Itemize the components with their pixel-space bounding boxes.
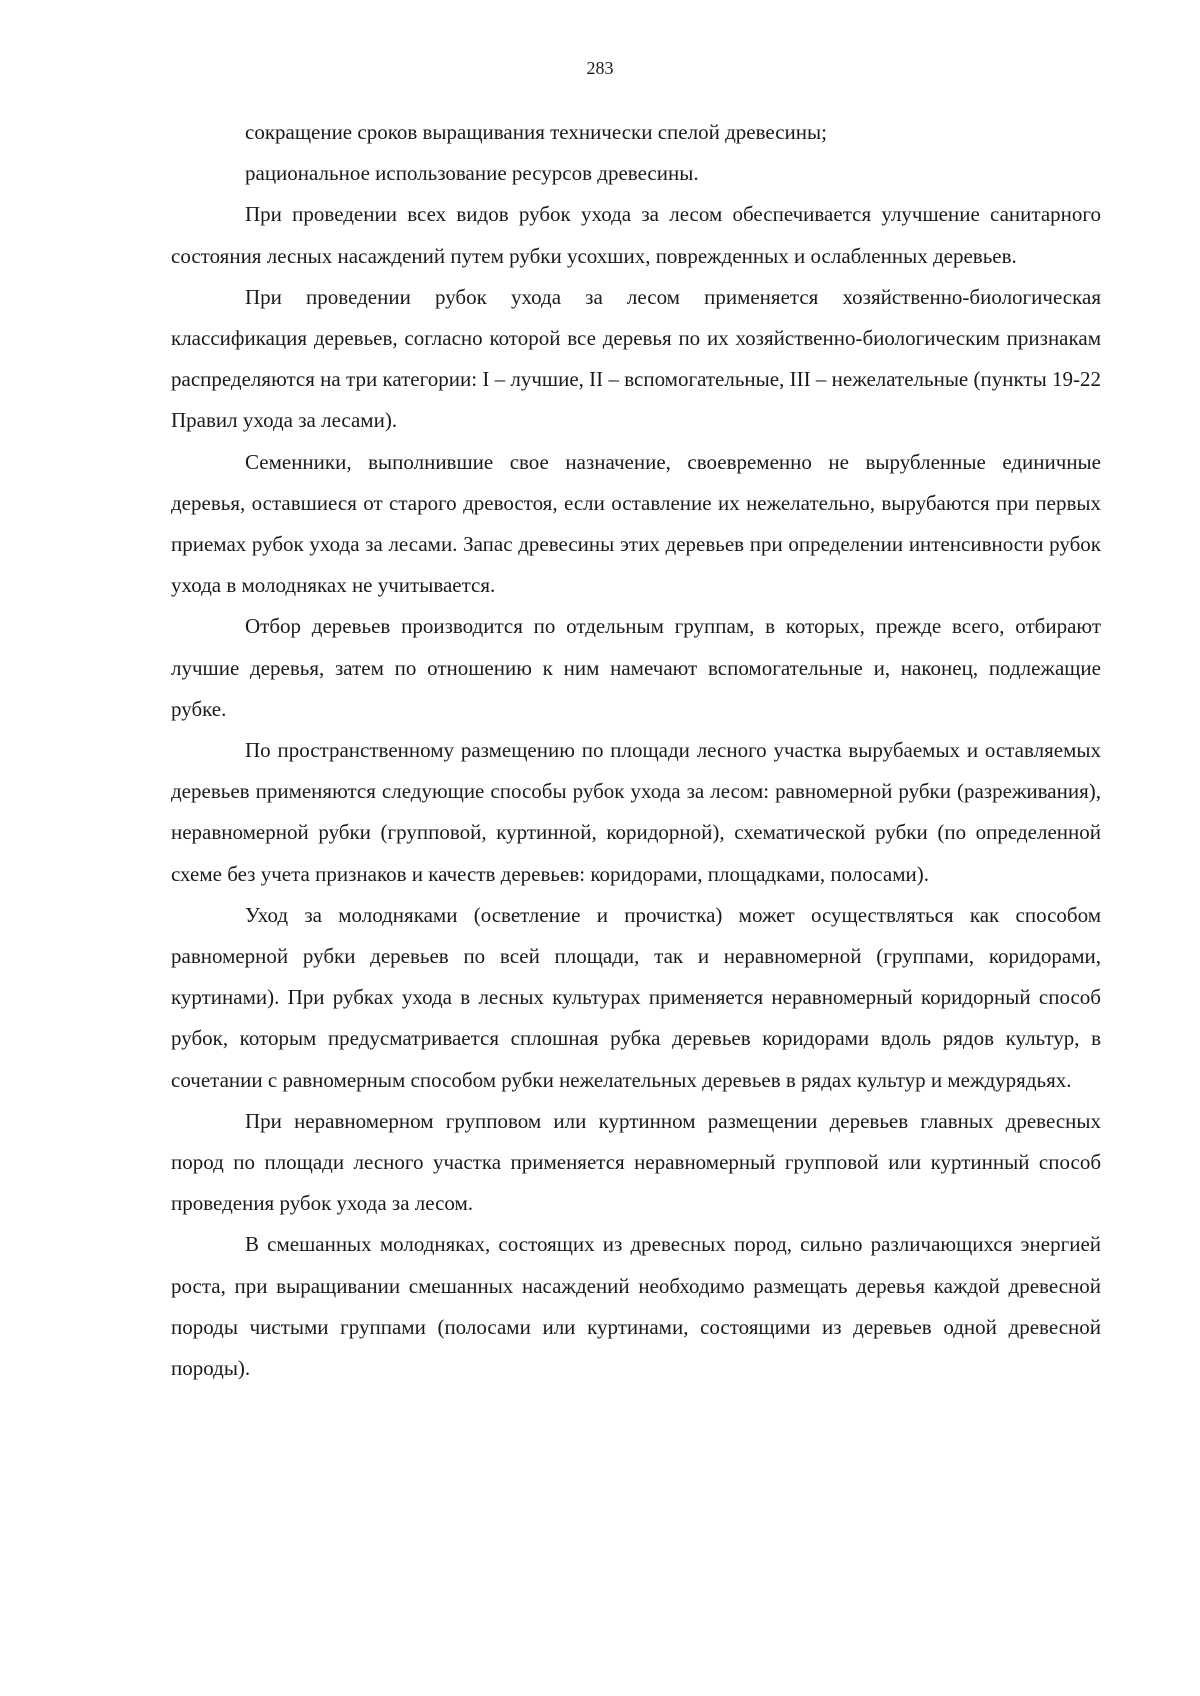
paragraph-4: При проведении рубок ухода за лесом применяется хозяйственно-биологическая классификация деревьев, согласно которой все деревья по их хозяйственно-биологическим признакам распределяются на три категории: I – лучшие, II – вспомогательные, III – нежелательные (пункты 19-22 Правил ухода за лесами). (171, 284, 1101, 433)
paragraph-5: Семенники, выполнившие свое назначение, своевременно не вырубленные единичные деревья, оставшиеся от старого древостоя, если оставление их нежелательно, вырубаются при первых приемах рубок ухода за лесами. Запас древесины этих деревьев при определении интенсивности рубок ухода в молодняках не учитывается. (171, 449, 1101, 598)
paragraph-2: рациональное использование ресурсов древесины. (245, 161, 699, 186)
paragraph-3: При проведении всех видов рубок ухода за лесом обеспечивается улучшение санитарного состояния лесных насаждений путем рубки усохших, поврежденных и ослабленных деревьев. (171, 202, 1101, 268)
paragraph-9: При неравномерном групповом или куртинном размещении деревьев главных древесных пород по площади лесного участка применяется неравномерный групповой или куртинный способ проведения рубок ухода за лесом. (171, 1108, 1101, 1216)
paragraph-1: сокращение сроков выращивания технически спелой древесины; (245, 120, 827, 144)
paragraph-7: По пространственному размещению по площади лесного участка вырубаемых и оставляемых деревьев применяются следующие способы рубок ухода за лесом: равномерной рубки (разреживания), неравномерной рубки (групповой, куртинной, коридорной), схематической рубки (по определенной схеме без учета признаков и качеств деревьев: коридорами, площадками, полосами). (171, 738, 1101, 886)
paragraph-10: В смешанных молодняках, состоящих из древесных пород, сильно различающихся энергией роста, при выращивании смешанных насаждений необходимо размещать деревья каждой древесной породы чистыми группами (полосами или куртинами, состоящими из деревьев одной древесной породы). (171, 1232, 1101, 1381)
body-text (171, 112, 1101, 1389)
paragraph-6: Отбор деревьев производится по отдельным группам, в которых, прежде всего, отбирают лучшие деревья, затем по отношению к ним намечают вспомогательные и, наконец, подлежащие рубке. (171, 614, 1101, 721)
paragraph-8: Уход за молодняками (осветление и прочистка) может осуществляться как способом равномерной рубки деревьев по всей площади, так и неравномерной (группами, коридорами, куртинами). При рубках ухода в лесных культурах применяется неравномерный коридорный способ рубок, которым предусматривается сплошная рубка деревьев коридорами вдоль рядов культур, в сочетании с равномерным способом рубки нежелательных деревьев в рядах культур и междурядьях. (171, 902, 1101, 1092)
page-number: 283 (586, 58, 614, 78)
